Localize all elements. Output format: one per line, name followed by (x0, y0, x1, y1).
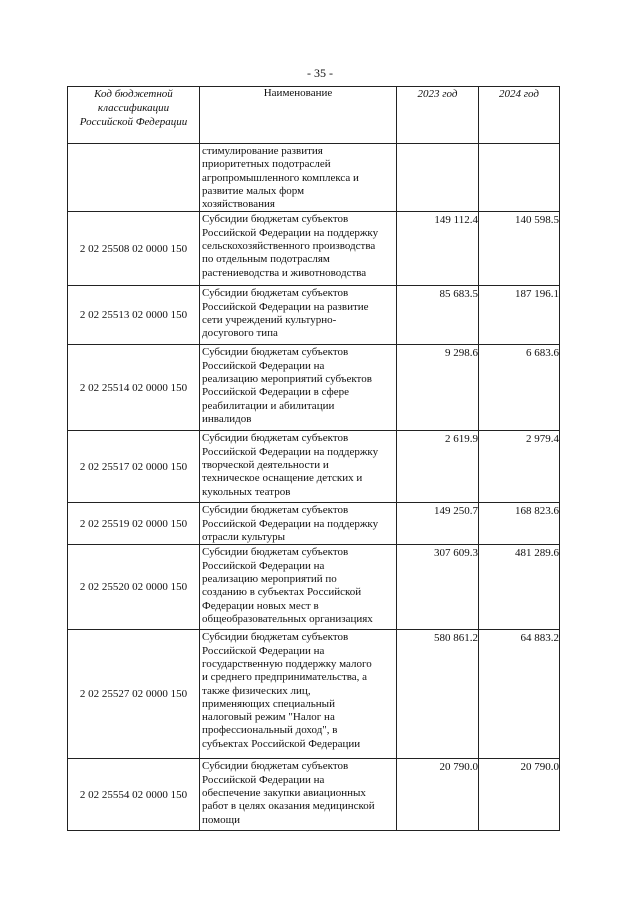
row-name: Субсидии бюджетам субъектов Российской Федерации на реализацию мероприятий по созданию в субъектах Российской Федерации новых мест в общеобразовательных организациях (200, 545, 397, 630)
table-row (68, 545, 560, 630)
row-value-2024: 64 883.2 (479, 630, 560, 759)
row-code: 2 02 25508 02 0000 150 (68, 212, 200, 286)
table-row (68, 503, 560, 545)
row-code (68, 144, 200, 212)
row-value-2024: 2 979.4 (479, 431, 560, 503)
row-code: 2 02 25554 02 0000 150 (68, 759, 200, 831)
row-code: 2 02 25517 02 0000 150 (68, 431, 200, 503)
table-row (68, 345, 560, 431)
row-value-2024: 6 683.6 (479, 345, 560, 431)
page-number: - 35 - (307, 66, 333, 80)
row-value-2023 (397, 144, 479, 212)
row-value-2023: 580 861.2 (397, 630, 479, 759)
header-2024: 2024 год (479, 87, 560, 144)
row-name: Субсидии бюджетам субъектов Российской Федерации на поддержку сельскохозяйственного производства по отдельным подотраслям растениеводства и животноводства (200, 212, 397, 286)
row-value-2023: 307 609.3 (397, 545, 479, 630)
table-row (68, 144, 560, 212)
row-value-2024 (479, 144, 560, 212)
row-name: стимулирование развития приоритетных подотраслей агропромышленного комплекса и развитие малых форм хозяйствования (200, 144, 397, 212)
budget-table (67, 86, 560, 831)
row-code: 2 02 25514 02 0000 150 (68, 345, 200, 431)
header-name: Наименование (200, 87, 397, 144)
row-value-2024: 140 598.5 (479, 212, 560, 286)
table-row (68, 759, 560, 831)
row-name: Субсидии бюджетам субъектов Российской Федерации на поддержку отрасли культуры (200, 503, 397, 545)
table-row (68, 630, 560, 759)
header-2023: 2023 год (397, 87, 479, 144)
row-value-2023: 149 112.4 (397, 212, 479, 286)
row-value-2023: 20 790.0 (397, 759, 479, 831)
row-value-2024: 168 823.6 (479, 503, 560, 545)
row-value-2023: 85 683.5 (397, 286, 479, 345)
row-name: Субсидии бюджетам субъектов Российской Федерации на реализацию мероприятий субъектов Российской Федерации в сфере реабилитации и абилитации инвалидов (200, 345, 397, 431)
header-code: Код бюджетной классификации Российской Федерации (68, 87, 200, 144)
row-code: 2 02 25519 02 0000 150 (68, 503, 200, 545)
row-value-2023: 9 298.6 (397, 345, 479, 431)
row-name: Субсидии бюджетам субъектов Российской Федерации на обеспечение закупки авиационных работ в целях оказания медицинской помощи (200, 759, 397, 831)
table-header-row (68, 87, 560, 144)
table-row (68, 286, 560, 345)
row-value-2023: 149 250.7 (397, 503, 479, 545)
row-code: 2 02 25527 02 0000 150 (68, 630, 200, 759)
row-value-2024: 20 790.0 (479, 759, 560, 831)
row-name: Субсидии бюджетам субъектов Российской Федерации на государственную поддержку малого и среднего предпринимательства, а также физических лиц, применяющих специальный налоговый режим "Налог на профессиональный доход", в субъектах Российской Федерации (200, 630, 397, 759)
row-value-2024: 481 289.6 (479, 545, 560, 630)
table-row (68, 212, 560, 286)
row-name: Субсидии бюджетам субъектов Российской Федерации на развитие сети учреждений культурно- досугового типа (200, 286, 397, 345)
row-value-2023: 2 619.9 (397, 431, 479, 503)
row-code: 2 02 25520 02 0000 150 (68, 545, 200, 630)
row-value-2024: 187 196.1 (479, 286, 560, 345)
row-code: 2 02 25513 02 0000 150 (68, 286, 200, 345)
table-row (68, 431, 560, 503)
row-name: Субсидии бюджетам субъектов Российской Федерации на поддержку творческой деятельности и техническое оснащение детских и кукольных театров (200, 431, 397, 503)
